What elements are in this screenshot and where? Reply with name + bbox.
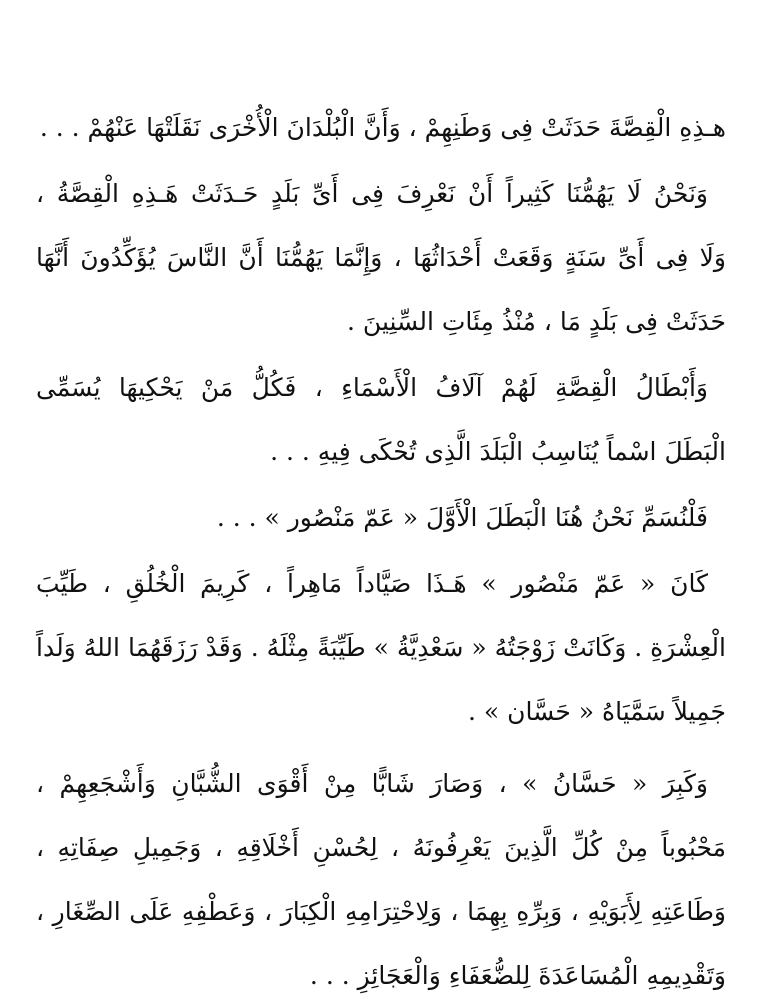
text-line: وَأَبْطَالُ الْقِصَّةِ لَهُمْ آلَافُ الْأَسْمَاءِ ، فَكُلُّ مَنْ يَحْكِيهَا يُسَمِّى xyxy=(36,373,708,402)
text-line: جَمِيلاً سَمَّيَاهُ « حَسَّان » . xyxy=(467,697,726,726)
text-line: وَطَاعَتِهِ لِأَبَوَيْهِ ، وَبِرِّهِ بِهِمَا ، وَلِاحْتِرَامِهِ الْكِبَارَ ، وَعَطْفِهِ عَلَى الصِّغَارِ ، xyxy=(36,897,726,926)
text-line: وَكَبِرَ « حَسَّانُ » ، وَصَارَ شَابًّا مِنْ أَقْوَى الشُّبَّانِ وَأَشْجَعِهِمْ ، xyxy=(36,769,708,798)
text-line: الْبَطَلَ اسْماً يُنَاسِبُ الْبَلَدَ الَّذِى تُحْكَى فِيهِ . . . xyxy=(270,437,726,466)
text-line: مَحْبُوباً مِنْ كُلِّ الَّذِينَ يَعْرِفُونَهُ ، لِحُسْنِ أَخْلَاقِهِ ، وَجَمِيلِ صِفَاتِهِ ، xyxy=(36,833,726,862)
paragraph-2 xyxy=(36,162,726,354)
paragraph-5 xyxy=(36,552,726,744)
text-line: وَنَحْنُ لَا يَهُمُّنَا كَثِيراً أَنْ نَعْرِفَ فِى أَىِّ بَلَدٍ حَـدَثَتْ هَـذِهِ الْقِصَّةُ ، xyxy=(36,179,708,208)
paragraph-6 xyxy=(36,752,726,1008)
paragraph-1 xyxy=(36,96,726,160)
paragraph-4 xyxy=(36,486,726,550)
text-line: حَدَثَتْ فِى بَلَدٍ مَا ، مُنْذُ مِئَاتِ السِّنِينَ . xyxy=(347,307,726,336)
text-line: كَانَ « عَمّ مَنْصُور » هَـذَا صَيَّاداً مَاهِراً ، كَرِيمَ الْخُلُقِ ، طَيِّبَ xyxy=(36,569,708,598)
paragraph-3 xyxy=(36,356,726,484)
text-line: فَلْنُسَمِّ نَحْنُ هُنَا الْبَطَلَ الْأَوَّلَ « عَمّ مَنْصُور » . . . xyxy=(216,503,708,532)
text-line: وَلَا فِى أَىِّ سَنَةٍ وَقَعَتْ أَحْدَاثُهَا ، وَإِنَّمَا يَهُمُّنَا أَنَّ النَّاسَ يُؤَكِّدُونَ أَنَّهَا xyxy=(36,243,726,272)
text-line: هـذِهِ الْقِصَّةَ حَدَثَتْ فِى وَطَنِهِمْ ، وَأَنَّ الْبُلْدَانَ الْأُخْرَى نَقَلَتْهَا عَنْهُمْ . . . xyxy=(39,113,726,142)
text-line: وَتَقْدِيمِهِ الْمُسَاعَدَةَ لِلضُّعَفَاءِ وَالْعَجَائِزِ . . . xyxy=(309,961,726,990)
text-line: الْعِشْرَةِ . وَكَانَتْ زَوْجَتُهُ « سَعْدِيَّةُ » طَيِّبَةً مِثْلَهُ . وَقَدْ رَزَقَهُمَا اللهُ وَلَداً xyxy=(36,633,726,662)
document-page xyxy=(36,96,726,1008)
